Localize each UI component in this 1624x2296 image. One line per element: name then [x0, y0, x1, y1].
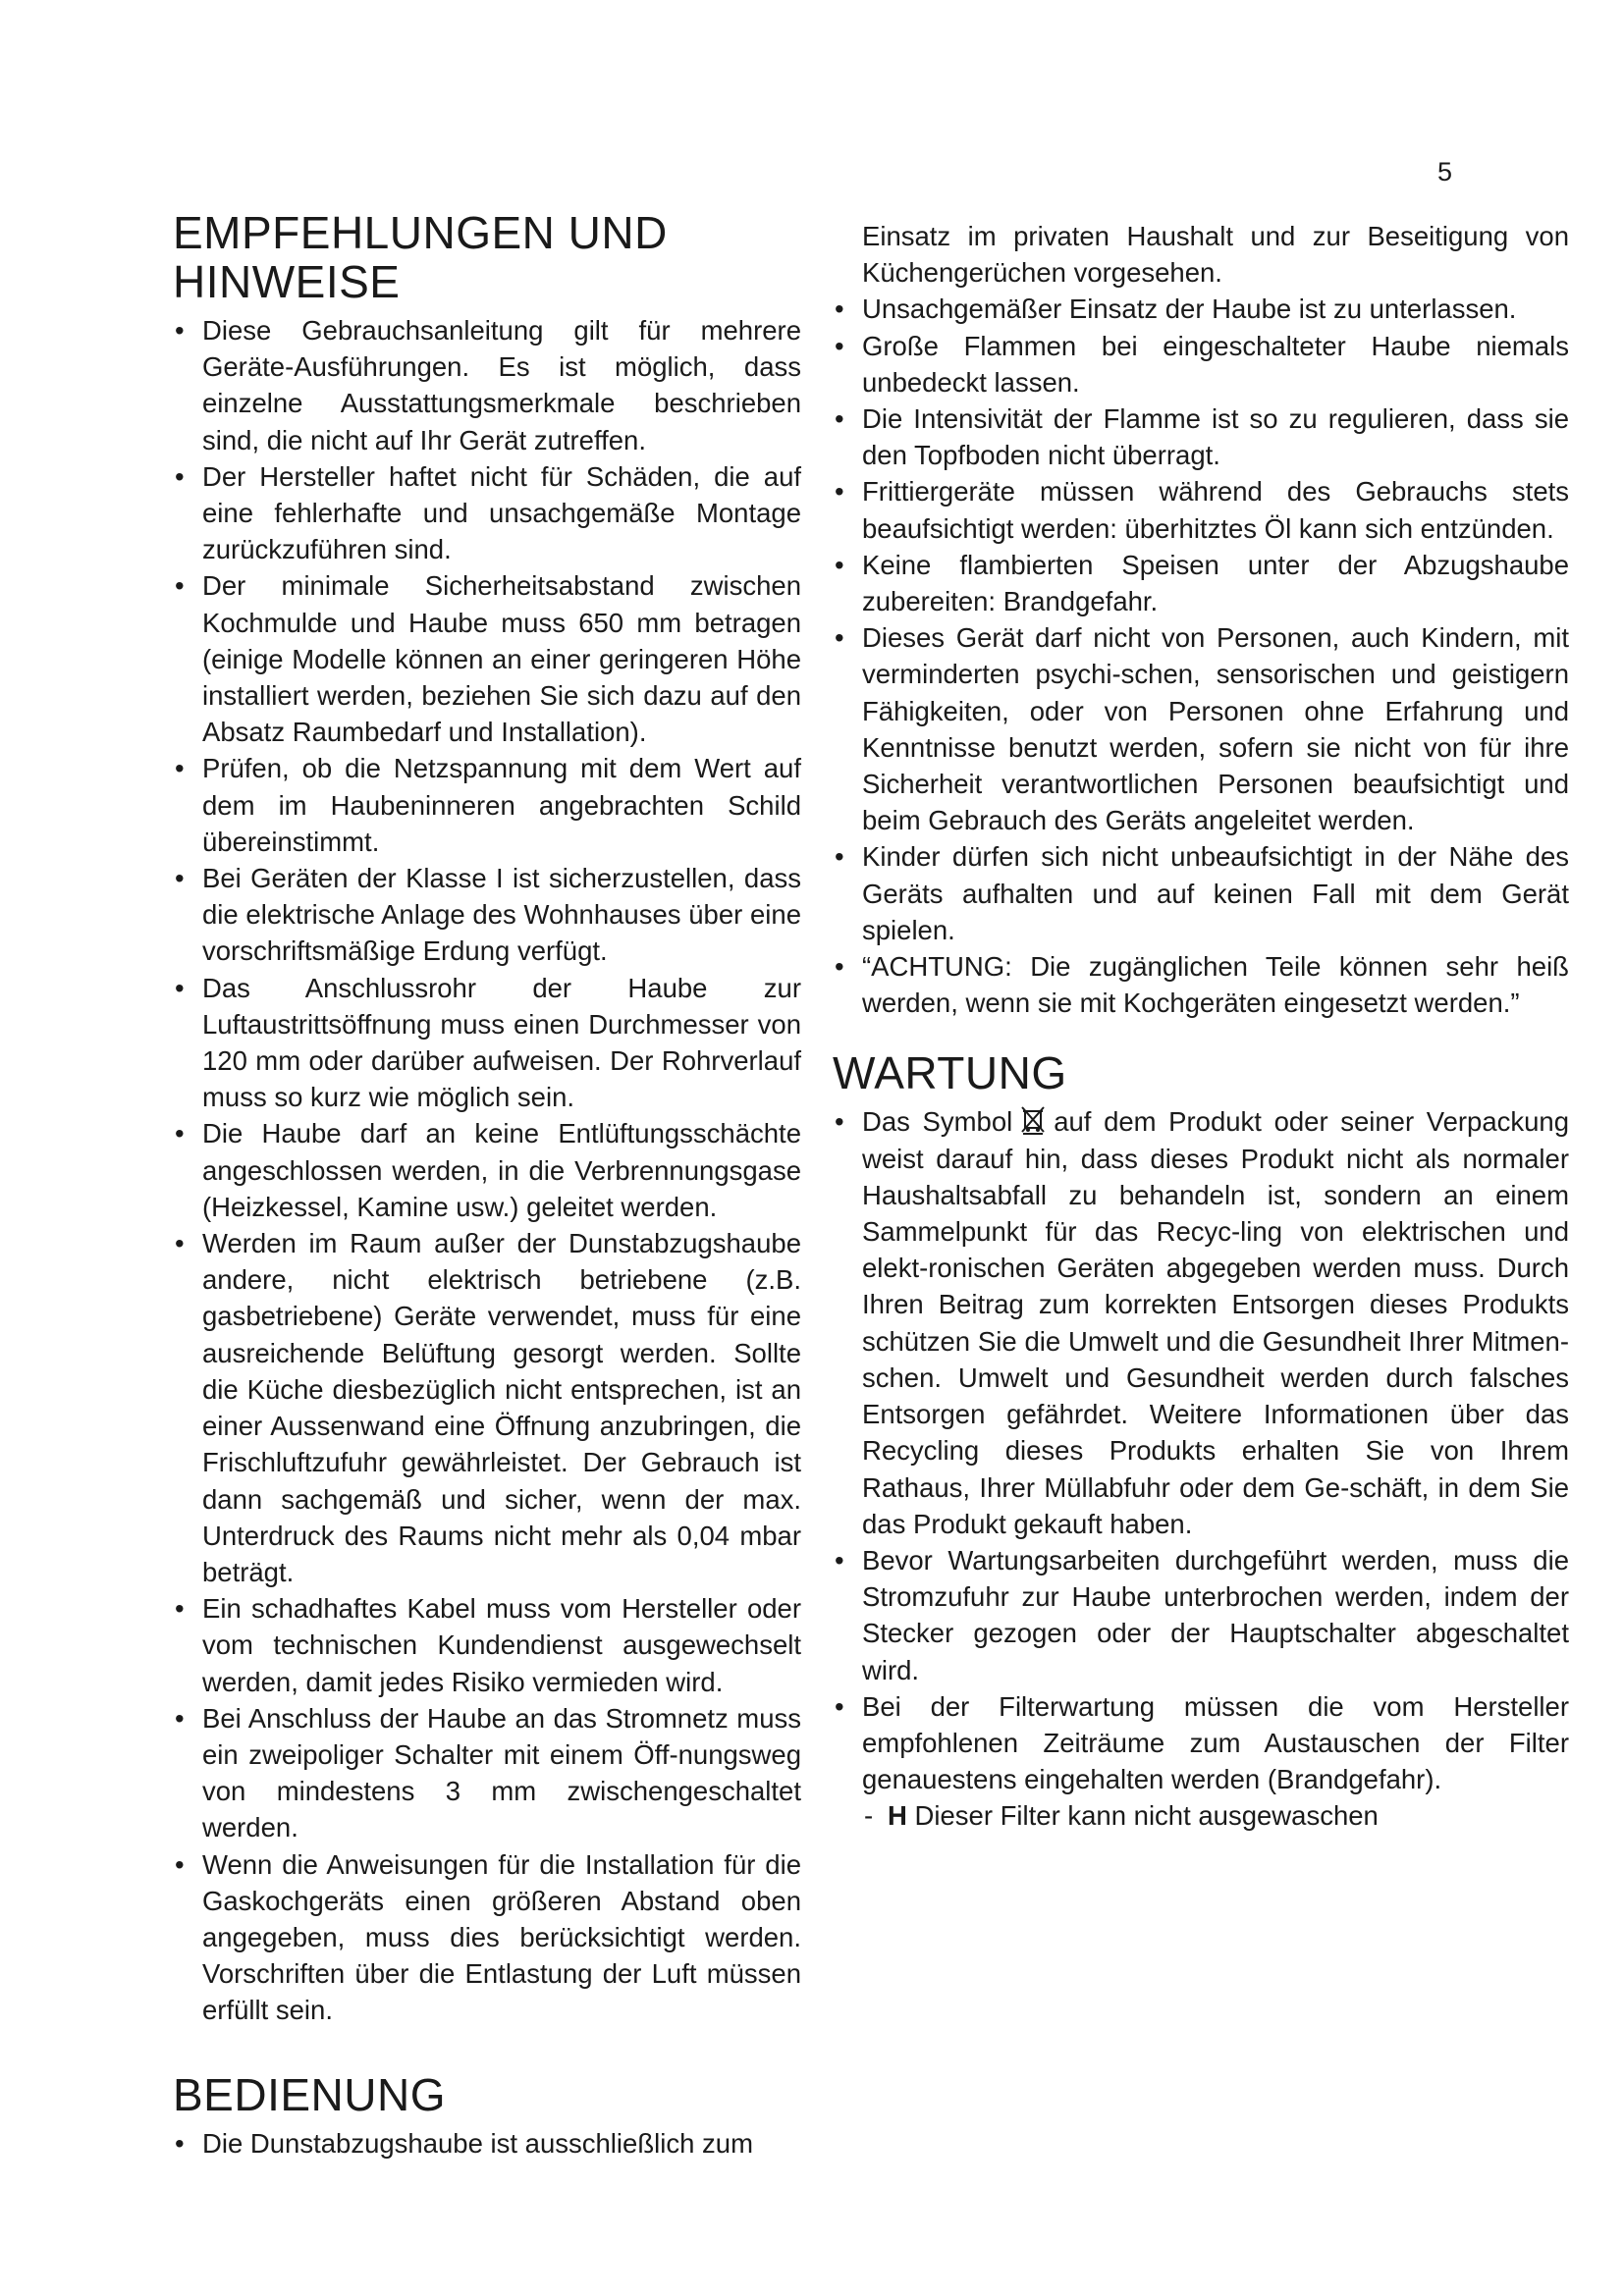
- list-item: • Keine flambierten Speisen unter der Abzugshaube zubereiten: Brandgefahr.: [833, 547, 1569, 619]
- list-item: • Diese Gebrauchsanleitung gilt für mehrere Geräte-Ausführungen. Es ist möglich, dass einzelne Ausstattungsmerkmale beschrieben sind, die nicht auf Ihr Gerät zutreffen.: [173, 312, 801, 458]
- heading-empfehlungen: EMPFEHLUNGEN UND HINWEISE: [173, 207, 668, 307]
- list-item: • Bei der Filterwartung müssen die vom Hersteller empfohlenen Zeiträume zum Austauschen der Filter genauestens eingehalten werden (Brandgefahr).: [833, 1688, 1569, 1798]
- filter-text: Dieser Filter kann nicht ausgewaschen: [914, 1800, 1379, 1832]
- list-item-symbol: [833, 1103, 1569, 1541]
- crossed-out-wheelie-bin-icon: [1020, 1105, 1046, 1135]
- list-item: • Bevor Wartungsarbeiten durchgeführt werden, muss die Stromzufuhr zur Haube unterbrochen werden, indem der Stecker gezogen oder der Hauptschalter abgeschaltet wird.: [833, 1542, 1569, 1688]
- list-item: • Wenn die Anweisungen für die Installation für die Gaskochgeräts einen größeren Abstand oben angegeben, muss dies berücksichtigt werden. Vorschriften über die Entlastung der Luft müssen erfüllt sein.: [173, 1846, 801, 2029]
- symbol-text: auf dem Produkt oder seiner Verpackung weist darauf hin, dass dieses Produkt nicht als normaler Haushaltsabfall zu behandeln ist, sondern an einem Sammelpunkt für das Recyc-ling von elektrischen und elekt-ronischen Geräten abgegeben werden muss. Durch Ihren Beitrag zum korrekten Entsorgen dieses Produkts schützen Sie die Umwelt und die Gesundheit Ihrer Mitmen-schen. Umwelt und Gesundheit werden durch falsches Entsorgen gefährdet. Weitere Informationen über das Recycling dieses Produkts erhalten Sie von Ihrem Rathaus, Ihrer Müllabfuhr oder dem Ge-schäft, in dem Sie das Produkt gekauft haben.: [862, 1106, 1569, 1539]
- symbol-prefix: Das Symbol: [862, 1106, 1013, 1138]
- heading-wartung: WARTUNG: [833, 1047, 1067, 1099]
- bedienung-continued-list: [833, 218, 1569, 1021]
- list-item-continuation: Einsatz im privaten Haushalt und zur Beseitigung von Küchengerüchen vorgesehen.: [862, 221, 1569, 289]
- page-number: 5: [1437, 157, 1453, 187]
- bedienung-list: [173, 2125, 801, 2162]
- list-item: • Die Intensivität der Flamme ist so zu regulieren, dass sie den Topfboden nicht überragt.: [833, 400, 1569, 473]
- list-item: • Bei Geräten der Klasse I ist sicherzustellen, dass die elektrische Anlage des Wohnhauses über eine vorschriftsmäßige Erdung verfügt.: [173, 860, 801, 970]
- list-item: • Der minimale Sicherheitsabstand zwischen Kochmulde und Haube muss 650 mm betragen (einige Modelle können an einer geringeren Höhe installiert werden, beziehen Sie sich dazu auf den Absatz Raumbedarf und Installation).: [173, 567, 801, 750]
- list-item: • Bei Anschluss der Haube an das Stromnetz muss ein zweipoliger Schalter mit einem Öff-nungsweg von mindestens 3 mm zwischengeschaltet werden.: [173, 1700, 801, 1846]
- heading-bedienung: BEDIENUNG: [173, 2068, 446, 2120]
- list-item: • Die Haube darf an keine Entlüftungsschächte angeschlossen werden, in die Verbrennungsgase (Heizkessel, Kamine usw.) geleitet werden.: [173, 1115, 801, 1225]
- list-item: • Unsachgemäßer Einsatz der Haube ist zu unterlassen.: [833, 291, 1569, 327]
- list-item: • Das Anschlussrohr der Haube zur Luftaustrittsöffnung muss einen Durchmesser von 120 mm oder darüber aufweisen. Der Rohrverlauf muss so kurz wie möglich sein.: [173, 970, 801, 1116]
- list-item: • Die Dunstabzugshaube ist ausschließlich zum: [173, 2125, 801, 2162]
- list-item: • Der Hersteller haftet nicht für Schäden, die auf eine fehlerhafte und unsachgemäße Montage zurückzuführen sind.: [173, 458, 801, 568]
- wartung-list: [833, 1103, 1569, 1834]
- list-item: • Prüfen, ob die Netzspannung mit dem Wert auf dem im Haubeninneren angebrachten Schild übereinstimmt.: [173, 750, 801, 860]
- list-item: • Große Flammen bei eingeschalteter Haube niemals unbedeckt lassen.: [833, 328, 1569, 400]
- left-column: [173, 208, 801, 2162]
- list-item: • Werden im Raum außer der Dunstabzugshaube andere, nicht elektrisch betriebene (z.B. gasbetriebene) Geräte verwendet, muss für eine ausreichende Belüftung gesorgt werden. Sollte die Küche diesbezüglich nicht entsprechen, ist an einer Aussenwand eine Öffnung anzubringen, die Frischluftzufuhr gewährleistet. Der Gebrauch ist dann sachgemäß und sicher, wenn der max. Unterdruck des Raums nicht mehr als 0,04 mbar beträgt.: [173, 1225, 801, 1590]
- empfehlungen-list: [173, 312, 801, 2029]
- filter-letter: H: [888, 1800, 907, 1832]
- list-item: • Ein schadhaftes Kabel muss vom Hersteller oder vom technischen Kundendienst ausgewechselt werden, damit jedes Risiko vermieden wird.: [173, 1590, 801, 1700]
- sub-list-item: [833, 1797, 1569, 1834]
- list-item: • Frittiergeräte müssen während des Gebrauchs stets beaufsichtigt werden: überhitztes Öl kann sich entzünden.: [833, 473, 1569, 546]
- list-item: • “ACHTUNG: Die zugänglichen Teile können sehr heiß werden, wenn sie mit Kochgeräten eingesetzt werden.”: [833, 948, 1569, 1021]
- list-item: • Dieses Gerät darf nicht von Personen, auch Kindern, mit verminderten psychi-schen, sensorischen und geistigern Fähigkeiten, oder von Personen ohne Erfahrung und Kenntnisse benutzt werden, sofern sie nicht von für ihre Sicherheit verantwortlichen Personen beaufsichtigt und beim Gebrauch des Geräts angeleitet werden.: [833, 619, 1569, 838]
- right-column: [833, 218, 1569, 1835]
- list-item: • Kinder dürfen sich nicht unbeaufsichtigt in der Nähe des Geräts aufhalten und auf keinen Fall mit dem Gerät spielen.: [833, 838, 1569, 948]
